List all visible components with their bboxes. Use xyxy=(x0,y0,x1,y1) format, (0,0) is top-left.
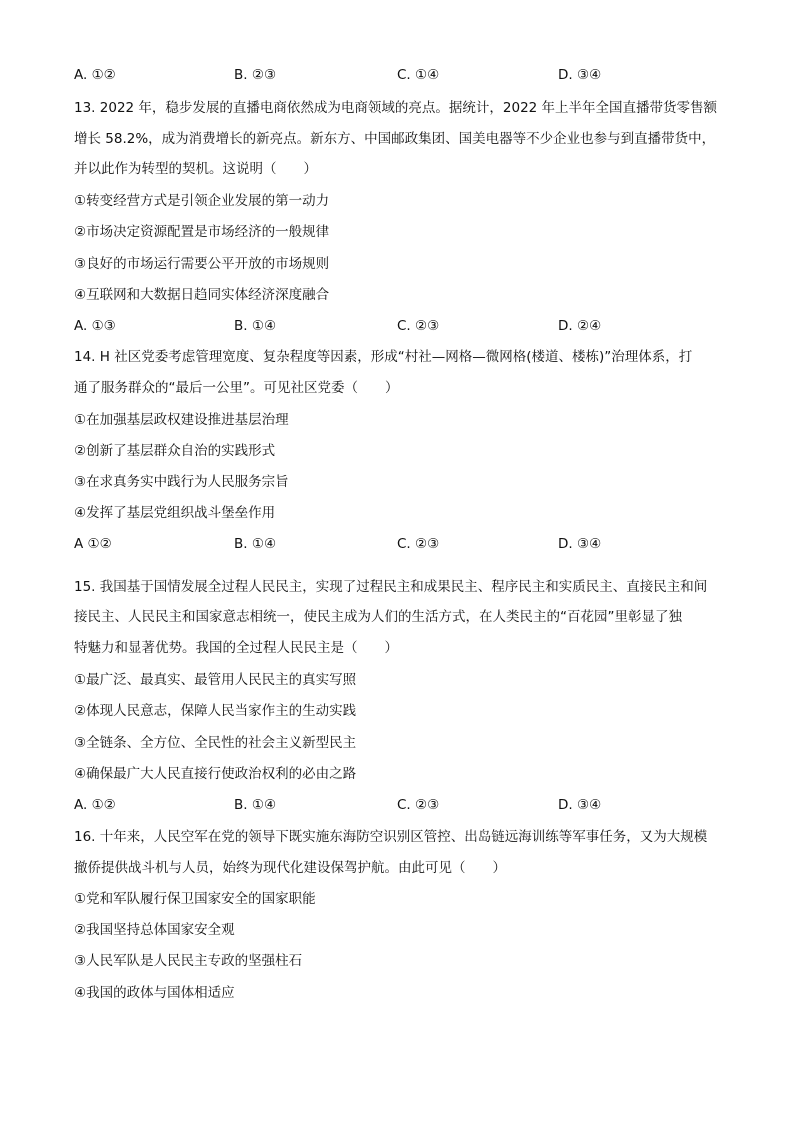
q14-option-c: C. ②③ xyxy=(397,536,440,552)
q13-option-c: C. ②③ xyxy=(397,318,440,334)
q12-options xyxy=(74,66,734,84)
q14-options xyxy=(74,535,734,553)
q13-stem-line-2: 增长 58.2%，成为消费增长的新亮点。新东方、中国邮政集团、国美电器等不少企业也参与到直播带货中， xyxy=(74,131,716,147)
q16-stem-line-2: 撤侨提供战斗机与人员，始终为现代化建设保驾护航。由此可见（ ） xyxy=(74,860,506,876)
q16-item-2: ②我国坚持总体国家安全观 xyxy=(74,922,235,938)
q16-item-3: ③人民军队是人民民主专政的坚强柱石 xyxy=(74,953,303,969)
q15-item-3: ③全链条、全方位、全民性的社会主义新型民主 xyxy=(74,735,357,751)
q15-stem-line-2: 接民主、人民民主和国家意志相统一，使民主成为人们的生活方式，在人类民主的“百花园”里彰显了独 xyxy=(74,609,682,625)
q13-stem-line-3: 并以此作为转型的契机。这说明（ ） xyxy=(74,161,317,177)
q16-stem-line-1: 16. 十年来，人民空军在党的领导下既实施东海防空识别区管控、出岛链远海训练等军事任务，又为大规模 xyxy=(74,829,708,845)
q13-option-d: D. ②④ xyxy=(558,318,602,334)
q14-option-d: D. ③④ xyxy=(558,536,602,552)
q14-item-4: ④发挥了基层党组织战斗堡垒作用 xyxy=(74,505,276,521)
q15-option-d: D. ③④ xyxy=(558,797,602,813)
q16-item-4: ④我国的政体与国体相适应 xyxy=(74,985,235,1001)
q12-option-c: C. ①④ xyxy=(397,67,440,83)
q15-item-2: ②体现人民意志，保障人民当家作主的生动实践 xyxy=(74,703,357,719)
q15-options xyxy=(74,796,734,814)
q13-item-1: ①转变经营方式是引领企业发展的第一动力 xyxy=(74,193,330,209)
q14-stem-line-1: 14. H 社区党委考虑管理宽度、复杂程度等因素，形成“村社—网格—微网格(楼道、楼栋)”治理体系，打 xyxy=(74,349,693,365)
q16-item-1: ①党和军队履行保卫国家安全的国家职能 xyxy=(74,891,316,907)
q12-option-d: D. ③④ xyxy=(558,67,602,83)
q14-option-b: B. ①④ xyxy=(234,536,277,552)
q13-item-3: ③良好的市场运行需要公平开放的市场规则 xyxy=(74,256,330,272)
q13-options xyxy=(74,317,734,335)
q15-option-b: B. ①④ xyxy=(234,797,277,813)
q15-stem-line-3: 特魅力和显著优势。我国的全过程人民民主是（ ） xyxy=(74,640,398,656)
q14-stem-line-2: 通了服务群众的“最后一公里”。可见社区党委（ ） xyxy=(74,380,399,396)
q14-item-2: ②创新了基层群众自治的实践形式 xyxy=(74,443,276,459)
q15-item-4: ④确保最广大人民直接行使政治权利的必由之路 xyxy=(74,766,357,782)
q15-stem-line-1: 15. 我国基于国情发展全过程人民民主，实现了过程民主和成果民主、程序民主和实质民主、直接民主和间 xyxy=(74,579,708,595)
q15-option-a: A. ①② xyxy=(74,797,116,813)
q13-item-4: ④互联网和大数据日趋同实体经济深度融合 xyxy=(74,287,330,303)
q14-item-1: ①在加强基层政权建设推进基层治理 xyxy=(74,412,289,428)
q15-item-1: ①最广泛、最真实、最管用人民民主的真实写照 xyxy=(74,672,357,688)
q13-option-a: A. ①③ xyxy=(74,318,116,334)
q12-option-b: B. ②③ xyxy=(234,67,277,83)
q13-option-b: B. ①④ xyxy=(234,318,277,334)
q12-option-a: A. ①② xyxy=(74,67,116,83)
q14-item-3: ③在求真务实中践行为人民服务宗旨 xyxy=(74,474,289,490)
q15-option-c: C. ②③ xyxy=(397,797,440,813)
q13-stem-line-1: 13. 2022 年，稳步发展的直播电商依然成为电商领域的亮点。据统计，2022 年上半年全国直播带货零售额 xyxy=(74,100,718,116)
q14-option-a: A ①② xyxy=(74,536,112,552)
q13-item-2: ②市场决定资源配置是市场经济的一般规律 xyxy=(74,224,330,240)
